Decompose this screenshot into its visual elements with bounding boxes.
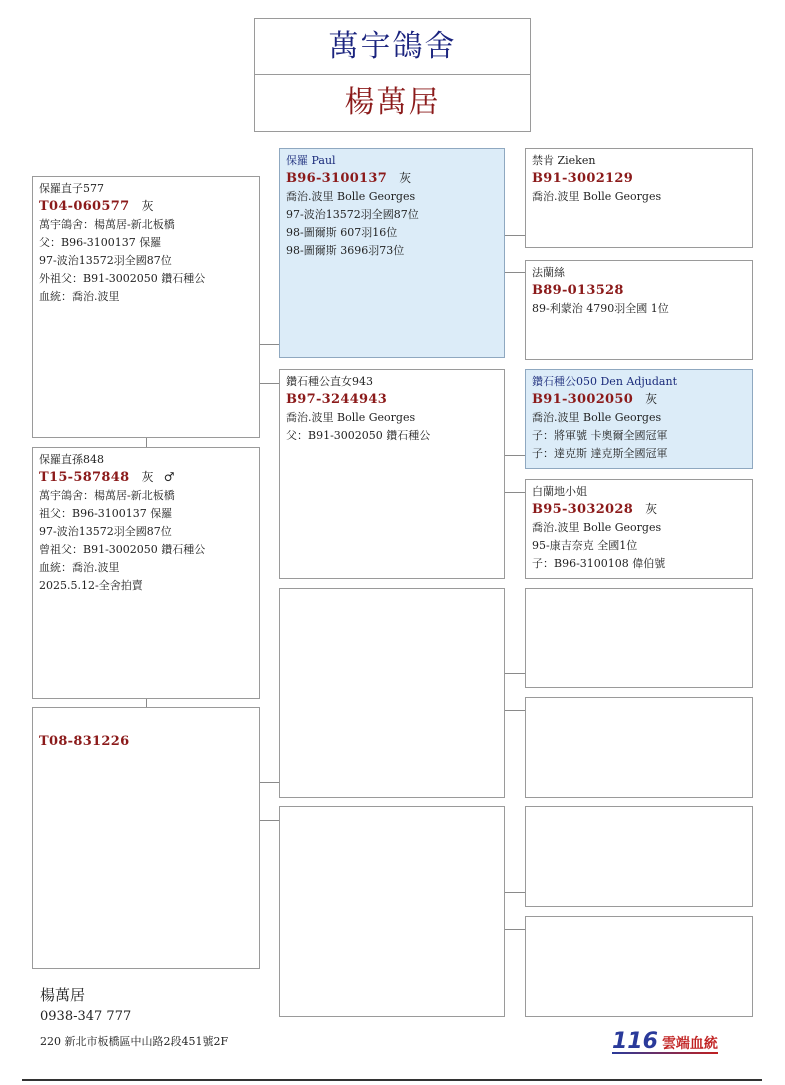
sire-name: 保羅直子577 <box>39 182 104 195</box>
sd-name: 鑽石種公直女943 <box>286 375 373 388</box>
dam-card[interactable] <box>32 707 260 969</box>
sire-line: 血統：喬治.波里 <box>39 290 120 303</box>
sds-line: 喬治.波里 Bolle Georges <box>532 411 662 424</box>
dsd-card[interactable] <box>525 697 753 798</box>
sds-name: 鑽石種公050 Den Adjudant <box>532 375 677 388</box>
sire-color: 灰 <box>141 199 154 213</box>
ss-line: 98-圖爾斯 3696羽73位 <box>286 244 405 257</box>
connector <box>259 344 279 345</box>
male-symbol-icon: ♂ <box>163 470 175 484</box>
subject-line: 2025.5.12-全舍拍賣 <box>39 579 143 592</box>
ssd-ring: B89-013528 <box>532 283 624 298</box>
connector <box>259 383 279 384</box>
sds-line: 子：將軍號 卡奧爾全國冠軍 <box>532 429 668 442</box>
sire-line: 萬宇鴿舍：楊萬居-新北板橋 <box>39 218 175 231</box>
connector <box>504 492 525 493</box>
sdd-color: 灰 <box>645 502 658 516</box>
subject-name: 保羅直孫848 <box>39 453 104 466</box>
sds-ring: B91-3002050 <box>532 392 634 407</box>
sdd-line: 95-康吉奈克 全國1位 <box>532 539 638 552</box>
sire-card[interactable] <box>32 176 260 438</box>
connector <box>504 673 525 674</box>
loft-name: 萬宇鴿舍 <box>328 29 457 64</box>
owner-name: 楊萬居 <box>344 85 441 120</box>
bottom-rule <box>22 1079 762 1081</box>
subject-line: 曾祖父：B91-3002050 鑽石種公 <box>39 543 206 556</box>
logo-text: 雲端血統 <box>661 1036 718 1052</box>
connector <box>504 892 525 893</box>
ss-color: 灰 <box>399 171 412 185</box>
connector <box>146 698 147 707</box>
ss-line: 98-圖爾斯 607羽16位 <box>286 226 398 239</box>
ss-line: 喬治.波里 Bolle Georges <box>286 190 416 203</box>
ss-ring: B96-3100137 <box>286 171 388 186</box>
subject-line: 萬宇鴿舍：楊萬居-新北板橋 <box>39 489 175 502</box>
sdd-ring: B95-3032028 <box>532 502 634 517</box>
ssd-name: 法蘭絲 <box>532 266 565 279</box>
footer-address: 220 新北市板橋區中山路2段451號2F <box>40 1035 229 1048</box>
subject-line: 血統：喬治.波里 <box>39 561 120 574</box>
connector <box>259 820 279 821</box>
sd-ring: B97-3244943 <box>286 392 388 407</box>
sire-sire-card[interactable] <box>279 148 505 358</box>
dss-card[interactable] <box>525 588 753 688</box>
sss-card[interactable] <box>525 148 753 248</box>
sss-ring: B91-3002129 <box>532 171 634 186</box>
subject-line: 97-波治13572羽全國87位 <box>39 525 172 538</box>
sire-ring: T04-060577 <box>39 199 130 214</box>
subject-line: 祖父：B96-3100137 保羅 <box>39 507 173 520</box>
dam-dam-card[interactable] <box>279 806 505 1017</box>
dam-ring: T08-831226 <box>39 734 130 749</box>
connector <box>259 782 279 783</box>
sire-line: 97-波治13572羽全國87位 <box>39 254 172 267</box>
logo <box>612 1029 718 1054</box>
loft-title-box <box>254 18 531 75</box>
owner-title-box <box>254 74 531 132</box>
logo-number: 116 <box>612 1029 658 1054</box>
dds-card[interactable] <box>525 806 753 907</box>
sds-card[interactable] <box>525 369 753 469</box>
sds-line: 子：達克斯 達克斯全國冠軍 <box>532 447 668 460</box>
sss-line: 喬治.波里 Bolle Georges <box>532 190 662 203</box>
sds-color: 灰 <box>645 392 658 406</box>
sd-line: 父：B91-3002050 鑽石種公 <box>286 429 431 442</box>
dam-sire-card[interactable] <box>279 588 505 798</box>
subject-card[interactable] <box>32 447 260 699</box>
subject-ring: T15-587848 <box>39 470 130 485</box>
sire-dam-card[interactable] <box>279 369 505 579</box>
sd-line: 喬治.波里 Bolle Georges <box>286 411 416 424</box>
connector <box>504 272 525 273</box>
connector <box>146 437 147 447</box>
sdd-line: 子：B96-3100108 偉伯號 <box>532 557 666 570</box>
ss-name: 保羅 Paul <box>286 154 336 167</box>
connector <box>504 710 525 711</box>
subject-color: 灰 <box>141 470 154 484</box>
sire-line: 外祖父：B91-3002050 鑽石種公 <box>39 272 206 285</box>
sss-name: 禁肯 Zieken <box>532 154 596 167</box>
ssd-line: 89-利蒙治 4790羽全國 1位 <box>532 302 669 315</box>
sire-line: 父：B96-3100137 保羅 <box>39 236 162 249</box>
footer-phone: 0938-347 777 <box>40 1009 132 1024</box>
sdd-line: 喬治.波里 Bolle Georges <box>532 521 662 534</box>
footer-name: 楊萬居 <box>40 986 86 1004</box>
connector <box>504 455 525 456</box>
ss-line: 97-波治13572羽全國87位 <box>286 208 419 221</box>
ssd-card[interactable] <box>525 260 753 360</box>
connector <box>504 235 525 236</box>
ddd-card[interactable] <box>525 916 753 1017</box>
sdd-card[interactable] <box>525 479 753 579</box>
sdd-name: 白蘭地小姐 <box>532 485 587 498</box>
connector <box>504 929 525 930</box>
